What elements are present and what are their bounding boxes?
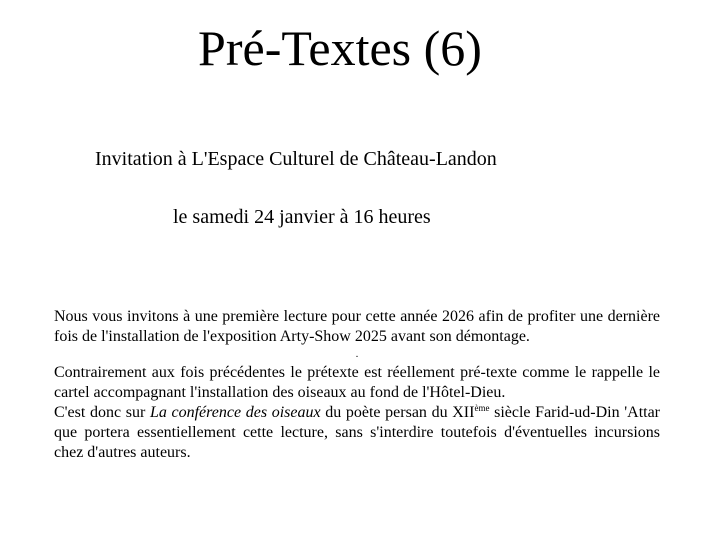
body-text xyxy=(54,307,660,463)
paragraph-conference-end: siècle Farid-ud-Din 'Attar que portera essentiellement cette lecture, sans s'interdire toutefois d'éventuelles incursions chez d'autres auteurs. xyxy=(54,404,661,461)
separator-dot: . xyxy=(355,349,359,360)
page-title: Pré-Textes (6) xyxy=(198,20,482,76)
invitation-line: Invitation à L'Espace Culturel de Château-Landon xyxy=(95,148,497,170)
paragraph-pretext: Contrairement aux fois précédentes le prétexte est réellement pré-texte comme le rappelle le cartel accompagnant l'installation des oiseaux au fond de l'Hôtel-Dieu. xyxy=(54,364,660,401)
paragraph-conference-mid: du poète persan du XII xyxy=(320,404,475,421)
date-line: le samedi 24 janvier à 16 heures xyxy=(173,206,431,228)
paragraph-conference xyxy=(54,403,660,463)
book-title: La conférence des oiseaux xyxy=(149,404,321,421)
century-superscript: ème xyxy=(474,403,490,413)
paragraph-conference-start: C'est donc sur xyxy=(54,404,150,421)
paragraph-intro: Nous vous invitons à une première lecture pour cette année 2026 afin de profiter une dernière fois de l'installation de l'exposition Arty-Show 2025 avant son démontage. xyxy=(54,308,660,345)
